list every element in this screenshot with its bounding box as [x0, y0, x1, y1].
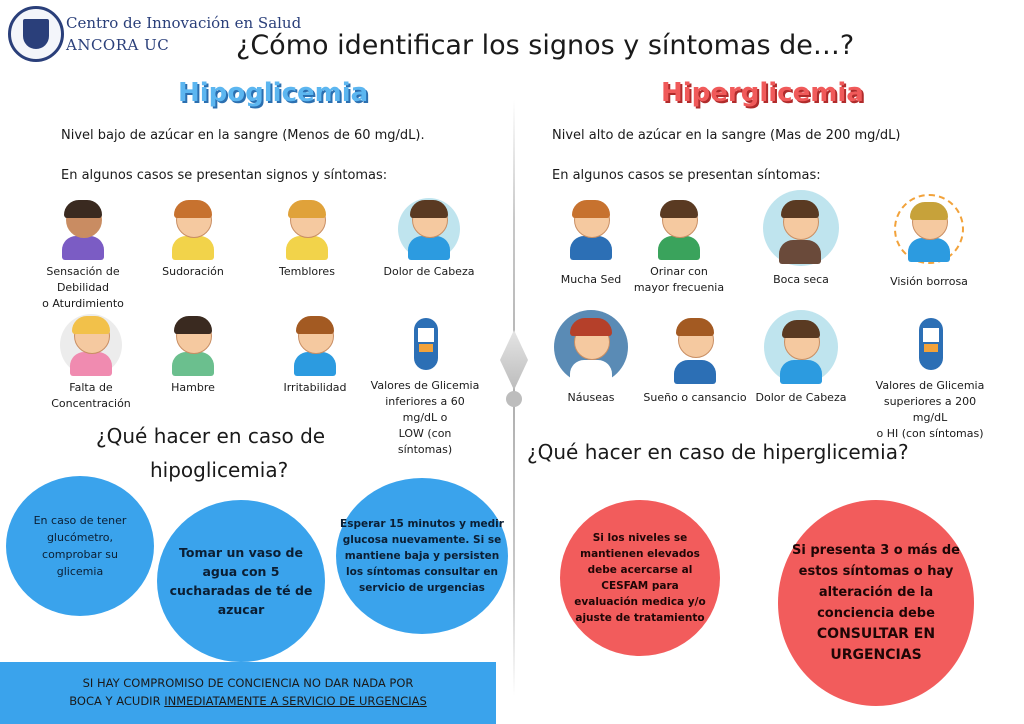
dry-mouth-icon [763, 190, 839, 266]
symptom-nausea: Náuseas [536, 310, 646, 406]
symptom-frequent-urination: Orinar con mayor frecuenia [624, 198, 734, 296]
glucometer-icon [899, 314, 961, 376]
urination-icon [648, 198, 710, 260]
page-title: ¿Cómo identificar los signos y síntomas de…? [236, 30, 855, 61]
warning-line-2: BOCA Y ACUDIR [69, 694, 165, 708]
hypo-action-sugar-water: Tomar un vaso de agua con 5 cucharadas de té de azucar [157, 500, 325, 662]
symptom-glucose-high: Valores de Glicemia superiores a 200 mg/dL o HI (con síntomas) [870, 314, 990, 442]
hyper-action-consult-emergency: Si presenta 3 o más de estos síntomas o hay alteración de la conciencia debe CONSULTAR EN URGENCIAS [778, 500, 974, 706]
emergency-warning-banner [0, 662, 496, 724]
thinking-girl-icon [60, 314, 122, 376]
headache-icon [398, 198, 460, 260]
hyper-action-visit-cesfam: Si los niveles se mantienen elevados debe acercarse al CESFAM para evaluación medica y/o ajuste de tratamiento [560, 500, 720, 656]
symptom-dry-mouth: Boca seca [746, 190, 856, 288]
symptom-concentration: Falta de Concentración [36, 314, 146, 412]
symptom-headache-hyper: Dolor de Cabeza [746, 310, 856, 406]
symptom-tremors: Temblores [252, 198, 362, 280]
symptom-sweating: Sudoración [138, 198, 248, 280]
symptom-hunger: Hambre [138, 314, 248, 396]
hypo-action-check-glucose: En caso de tener glucómetro, comprobar su glicemia [6, 476, 154, 616]
glucometer-icon [394, 314, 456, 376]
warning-emphasis: INMEDIATAMENTE A SERVICIO DE URGENCIAS [164, 694, 427, 708]
hyperglycemia-title: Hiperglicemia [661, 78, 864, 108]
hyper-action-heading: ¿Qué hacer en caso de hiperglicemia? [527, 440, 909, 464]
hypo-action-heading-2: hipoglicemia? [150, 458, 289, 482]
warning-line-1: SI HAY COMPROMISO DE CONCIENCIA NO DAR NADA POR [82, 676, 414, 690]
divider-ornament [500, 330, 528, 390]
hyper-subtitle: En algunos casos se presentan síntomas: [552, 168, 821, 183]
logo-line-2: ANCORA UC [66, 36, 170, 54]
sweating-child-icon [162, 198, 224, 260]
hungry-person-icon [162, 314, 224, 376]
irritated-person-icon [284, 314, 346, 376]
logo-line-1: Centro de Innovación en Salud [66, 14, 302, 32]
nauseous-woman-icon [554, 310, 628, 384]
trembling-child-icon [276, 198, 338, 260]
symptom-glucose-low: Valores de Glicemia inferiores a 60 mg/dL o LOW (con síntomas) [370, 314, 480, 458]
thirsty-person-icon [560, 198, 622, 260]
blurred-vision-icon [894, 194, 964, 264]
headache-icon [764, 310, 838, 384]
hypo-action-wait-measure: Esperar 15 minutos y medir glucosa nuevamente. Si se mantiene baja y persisten los síntomas consultar en servicio de urgencias [336, 478, 508, 634]
hypo-subtitle: En algunos casos se presentan signos y síntomas: [61, 168, 388, 183]
dizzy-person-icon [52, 198, 114, 260]
hypoglycemia-title: Hipoglicemia [178, 78, 369, 108]
symptom-blurred-vision: Visión borrosa [874, 194, 984, 290]
divider-dot [506, 391, 522, 407]
symptom-thirst: Mucha Sed [536, 198, 646, 288]
symptom-tiredness: Sueño o cansancio [640, 310, 750, 406]
symptom-headache: Dolor de Cabeza [374, 198, 484, 280]
ancora-uc-logo-icon [8, 6, 64, 62]
symptom-weakness: Sensación de Debilidad o Aturdimiento [28, 198, 138, 312]
hypo-definition: Nivel bajo de azúcar en la sangre (Menos de 60 mg/dL). [61, 128, 425, 143]
yawning-man-icon [658, 310, 732, 384]
symptom-irritability: Irritabilidad [260, 314, 370, 396]
hyper-definition: Nivel alto de azúcar en la sangre (Mas de 200 mg/dL) [552, 128, 901, 143]
hypo-action-heading-1: ¿Qué hacer en caso de [96, 424, 326, 448]
